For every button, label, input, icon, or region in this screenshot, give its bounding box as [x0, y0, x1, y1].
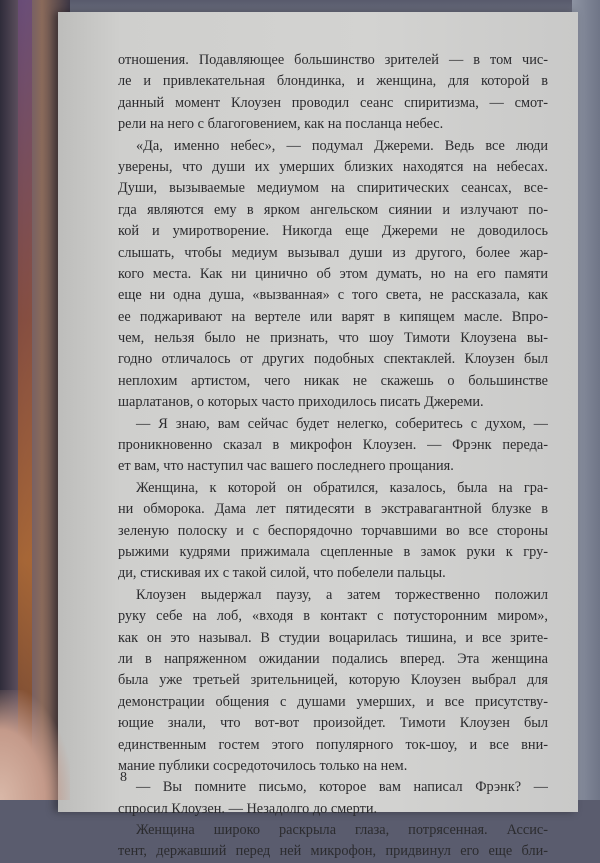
- text-line: кого места. Как ни цинично об этом думать, но на его памяти: [118, 265, 548, 282]
- page-number: 8: [120, 770, 127, 785]
- text-line: неплохим артистом, чего никак не скажешь о большинстве: [118, 372, 548, 389]
- text-line: тент, державший перед ней микрофон, придвинул его еще бли-: [118, 843, 548, 860]
- text-line: спросил Клоузен. — Незадолго до смерти.: [118, 800, 378, 817]
- text-line: ее поджаривают на вертеле или варят в кипящем масле. Впро-: [118, 308, 548, 325]
- text-line: Клоузен выдержал паузу, а затем торжественно положил: [136, 586, 548, 603]
- text-line: рыжими кудрями прижимала сцепленные в замок руки к гру-: [118, 543, 548, 560]
- text-line: шарлатанов, о которых часто приходилось писать Джереми.: [118, 394, 484, 411]
- text-line: — Вы помните письмо, которое вам написал Фрэнк? —: [136, 779, 548, 796]
- text-line: ле и привлекательная блондинка, и женщина, для которой в: [118, 73, 548, 90]
- page-text: [118, 50, 548, 863]
- text-line: ющие знали, что вот-вот произойдет. Тимоти Клоузен был: [118, 715, 548, 732]
- text-line: Женщина широко раскрыла глаза, потрясенная. Ассис-: [136, 822, 548, 839]
- text-line: ни обморока. Дама лет пятидесяти в экстравагантной блузке в: [118, 501, 548, 518]
- text-line: проникновенно сказал в микрофон Клоузен. — Фрэнк переда-: [118, 437, 548, 454]
- text-line: ди, стискивая их с такой силой, что побелели пальцы.: [118, 565, 446, 582]
- text-line: отношения. Подавляющее большинство зрителей — в том чис-: [118, 52, 548, 68]
- text-line: данный момент Клоузен проводил сеанс спиритизма, — смот-: [118, 94, 548, 111]
- text-line: — Я знаю, вам сейчас будет нелегко, соберитесь с духом, —: [136, 415, 548, 432]
- text-line: чем, нельзя было не признать, что шоу Тимоти Клоузена вы-: [118, 330, 548, 347]
- text-line: «Да, именно небес», — подумал Джереми. Ведь все люди: [136, 137, 548, 154]
- text-line: мание публики сосредоточилось только на нем.: [118, 757, 408, 774]
- text-line: рели на него с благоговением, как на посланца небес.: [118, 116, 444, 133]
- text-line: как он это называл. В студии воцарилась тишина, и все зрите-: [118, 629, 548, 646]
- thumb: [0, 690, 70, 800]
- text-line: единственным гостем этого популярного ток-шоу, и все вни-: [118, 736, 548, 753]
- text-line: ли в напряженном ожидании подались вперед. Эта женщина: [118, 650, 548, 667]
- text-line: годно отличалось от других подобных спектаклей. Клоузен был: [118, 351, 548, 368]
- text-line: демонстрации общения с душами умерших, и все присутству-: [118, 693, 548, 710]
- text-line: ет вам, что наступил час вашего последнего прощания.: [118, 458, 454, 475]
- text-line: гда являются ему в ярком ангельском сиянии и излучают по-: [118, 201, 548, 218]
- text-line: еще ни одна душа, «вызванная» с того света, не рассказала, как: [118, 287, 548, 304]
- book-page: [58, 12, 578, 860]
- text-line: кой и умиротворение. Никогда еще Джереми не доводилось: [118, 223, 548, 240]
- text-line: была уже третьей зрительницей, которую Клоузен выбрал для: [118, 672, 548, 689]
- text-line: зеленую полоску и с беспорядочно торчавшими во все стороны: [118, 522, 548, 539]
- text-line: слышать, чтобы медиум вызывал души из другого, более жар-: [118, 244, 548, 261]
- text-line: уверены, что души их умерших близких находятся на небесах.: [118, 158, 548, 175]
- text-line: Женщина, к которой он обратился, казалось, была на гра-: [136, 479, 548, 496]
- text-line: Души, вызываемые медиумом на спиритических сеансах, все-: [118, 180, 548, 197]
- text-line: руку себе на лоб, «входя в контакт с потусторонним миром»,: [118, 608, 548, 625]
- spine-stripe: [18, 0, 32, 800]
